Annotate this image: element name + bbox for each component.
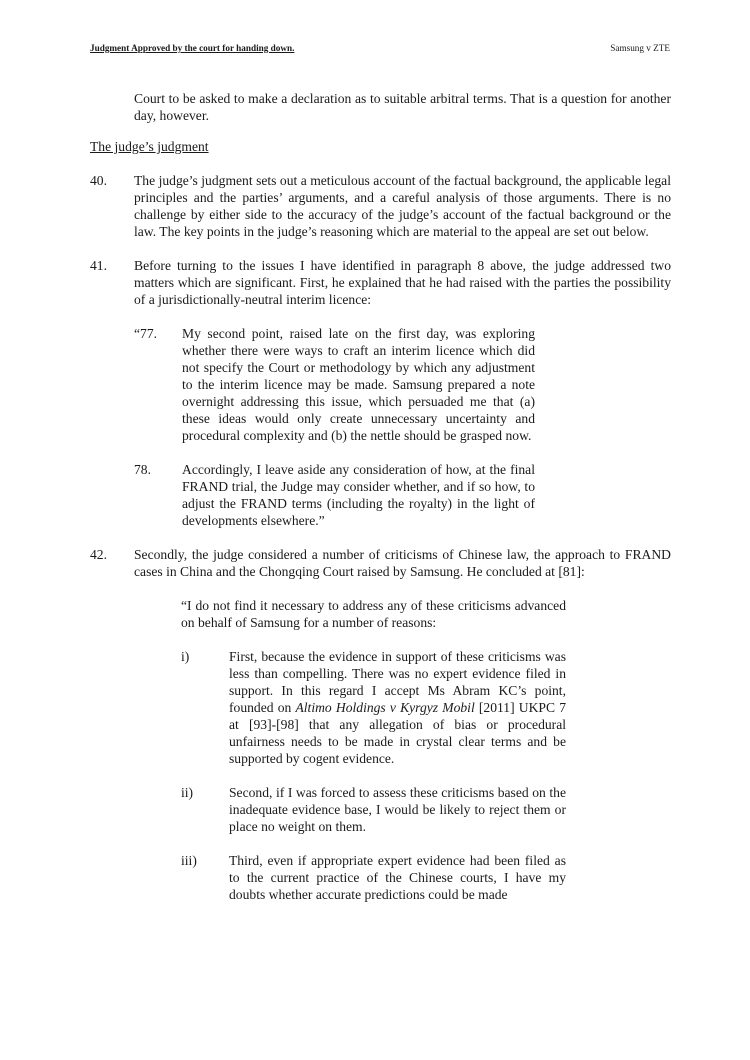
item-text-before: First, because the evidence in support of these criticisms was less than compelling. There was no expert evidence filed in support. In this regard I accept Ms Abram KC’s point, founded on: [229, 649, 566, 715]
paragraph-41: [90, 257, 671, 308]
continuation-text: Court to be asked to make a declaration as to suitable arbitral terms. That is a question for another day, however.: [134, 91, 671, 123]
quoted-paragraph-text: Accordingly, I leave aside any consideration of how, at the final FRAND trial, the Judge may consider whether, and if so how, to adjust the FRAND terms (including the royalty) in the light of developments elsewhere.”: [182, 462, 535, 528]
paragraph-number: 40.: [90, 173, 107, 188]
item-number: ii): [181, 785, 194, 800]
quoted-paragraph-number: 78.: [134, 462, 151, 477]
quoted-item-ii: [181, 784, 566, 835]
quoted-paragraph-text: My second point, raised late on the first day, was exploring whether there were ways to craft an interim licence which did not specify the Court or methodology by which any adjustment to the interim licence may be made. Samsung prepared a note overnight addressing this issue, which persuaded me that (a) these ideas would only create unnecessary uncertainty and procedural complexity and (b) the nettle should be grasped now.: [182, 326, 535, 443]
item-number: iii): [181, 853, 197, 868]
paragraph-text: Before turning to the issues I have identified in paragraph 8 above, the judge addressed two matters which are significant. First, he explained that he had raised with the parties the possibility of a jurisdictionally-neutral interim licence:: [134, 258, 671, 307]
running-header: [90, 43, 670, 53]
judgment-page-body: [90, 90, 671, 903]
item-number: i): [181, 649, 190, 664]
header-case-title: Samsung v ZTE: [610, 43, 670, 53]
item-text: Third, even if appropriate expert evidence had been filed as to the current practice of the Chinese courts, I have my doubts whether accurate predictions could be made: [229, 853, 566, 902]
paragraph-text: The judge’s judgment sets out a meticulous account of the factual background, the applicable legal principles and the parties’ arguments, and a careful analysis of those arguments. There is no challenge by either side to the accuracy of the judge’s account of the factual background or the law. The key points in the judge’s reasoning which are material to the appeal are set out below.: [134, 173, 671, 239]
paragraph-42: [90, 546, 671, 580]
section-heading: The judge’s judgment: [90, 139, 209, 154]
item-text: [229, 648, 566, 767]
paragraph-number: 41.: [90, 258, 107, 273]
quoted-paragraph-77: [134, 325, 535, 444]
quoted-intro: “I do not find it necessary to address any of these criticisms advanced on behalf of Samsung for a number of reasons:: [181, 598, 566, 630]
item-text: Second, if I was forced to assess these criticisms based on the inadequate evidence base, I would be likely to reject them or place no weight on them.: [229, 785, 566, 834]
case-citation-name: Altimo Holdings v Kyrgyz Mobil: [295, 700, 475, 715]
quoted-item-iii: [181, 852, 566, 903]
paragraph-number: 42.: [90, 547, 107, 562]
header-approval-note: Judgment Approved by the court for handing down.: [90, 43, 295, 53]
quoted-paragraph-78: [134, 461, 535, 529]
paragraph-text: Secondly, the judge considered a number of criticisms of Chinese law, the approach to FRAND cases in China and the Chongqing Court raised by Samsung. He concluded at [81]:: [134, 547, 671, 579]
quoted-item-i: [181, 648, 566, 767]
item-text-after: [2011] UKPC 7 at [93]-[98] that any allegation of bias or procedural unfairness needs to be made in crystal clear terms and be supported by cogent evidence.: [229, 700, 566, 766]
paragraph-40: [90, 172, 671, 240]
quoted-paragraph-number: “77.: [134, 326, 158, 341]
